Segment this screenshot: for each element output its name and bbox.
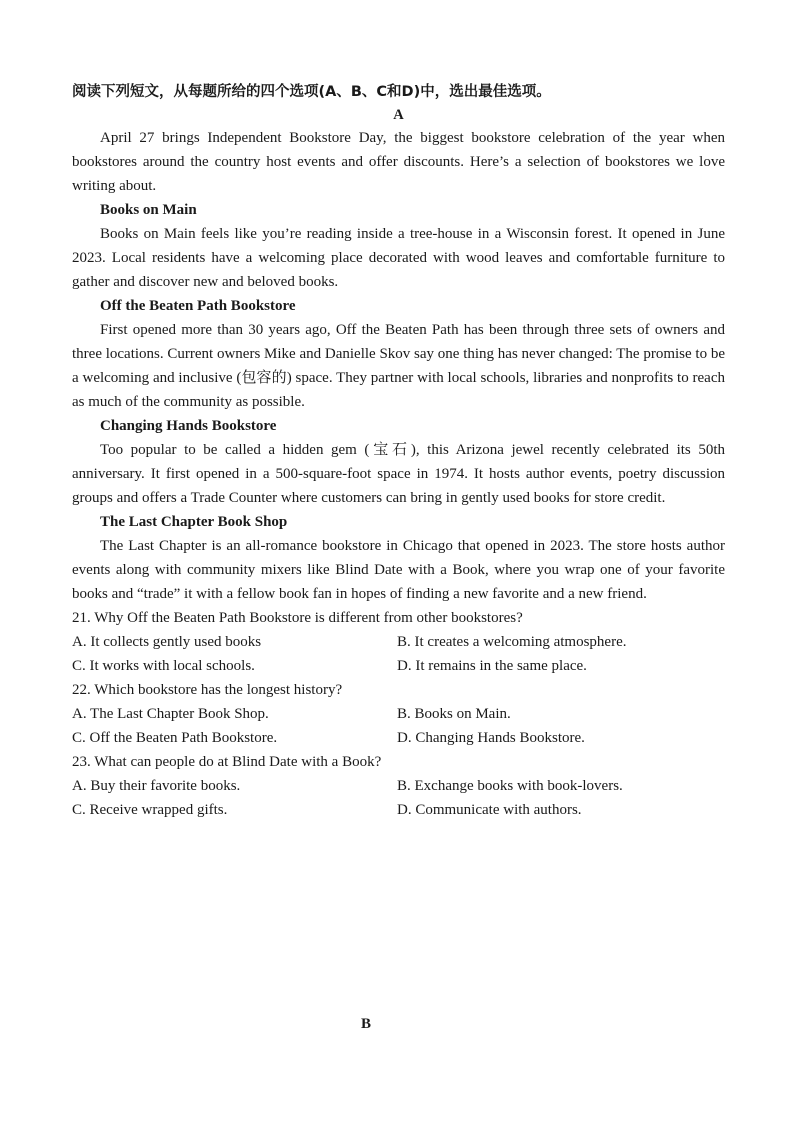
option-grid <box>72 702 725 750</box>
question-23 <box>72 750 725 822</box>
store-title-last-chapter: The Last Chapter Book Shop <box>100 514 288 530</box>
intro-paragraph: April 27 brings Independent Bookstore Day, the biggest bookstore celebration of the year when bookstores around the country host events and offer discounts. Here’s a selection of bookstores we love writing about. <box>72 130 725 194</box>
next-section-label: B <box>360 1016 371 1032</box>
option-d: D. Communicate with authors. <box>397 802 582 818</box>
section-label: A <box>393 107 404 123</box>
option-grid <box>72 774 725 822</box>
option-grid <box>72 630 725 678</box>
question-21 <box>72 606 725 678</box>
question-22 <box>72 678 725 750</box>
exam-page <box>72 80 725 822</box>
store-title-books-on-main: Books on Main <box>100 202 197 218</box>
question-stem: 21. Why Off the Beaten Path Bookstore is different from other bookstores? <box>72 610 523 626</box>
option-c: C. It works with local schools. <box>72 658 255 674</box>
option-c: C. Off the Beaten Path Bookstore. <box>72 730 278 746</box>
option-a: A. Buy their favorite books. <box>72 778 241 794</box>
option-d: D. It remains in the same place. <box>397 658 587 674</box>
store-text-off-the-beaten-path: First opened more than 30 years ago, Off the Beaten Path has been through three sets of owners and three locations. Current owners Mike and Danielle Skov say one thing has never changed: The promise to be a welcoming and inclusive (包容的) space. They partner with local schools, libraries and nonprofits to reach as much of the community as possible. <box>72 322 725 410</box>
store-title-off-the-beaten-path: Off the Beaten Path Bookstore <box>100 298 296 314</box>
instructions: 阅读下列短文，从每题所给的四个选项(A、B、C和D)中，选出最佳选项。 <box>72 84 551 100</box>
store-text-changing-hands: Too popular to be called a hidden gem (宝石), this Arizona jewel recently celebrated its 50th anniversary. It first opened in a 500-square-foot space in 1974. It hosts author events, poetry discussion groups and offers a Trade Counter where customers can bring in gently used books for store credit. <box>72 442 725 506</box>
store-text-last-chapter: The Last Chapter is an all-romance bookstore in Chicago that opened in 2023. The store hosts author events along with community mixers like Blind Date with a Book, where you wrap one of your favorite books and “trade” it with a fellow book fan in hopes of finding a new favorite and a new friend. <box>72 538 725 602</box>
store-text-books-on-main: Books on Main feels like you’re reading inside a tree-house in a Wisconsin forest. It opened in June 2023. Local residents have a welcoming place decorated with wood leaves and comfortable furniture to gather and discover new and beloved books. <box>72 226 725 290</box>
option-a: A. The Last Chapter Book Shop. <box>72 706 269 722</box>
question-stem: 23. What can people do at Blind Date with a Book? <box>72 754 382 770</box>
option-a: A. It collects gently used books <box>72 634 262 650</box>
store-title-changing-hands: Changing Hands Bookstore <box>100 418 277 434</box>
option-b: B. It creates a welcoming atmosphere. <box>397 634 627 650</box>
option-b: B. Books on Main. <box>397 706 511 722</box>
option-c: C. Receive wrapped gifts. <box>72 802 228 818</box>
option-d: D. Changing Hands Bookstore. <box>397 730 585 746</box>
option-b: B. Exchange books with book-lovers. <box>397 778 623 794</box>
question-stem: 22. Which bookstore has the longest history? <box>72 682 343 698</box>
